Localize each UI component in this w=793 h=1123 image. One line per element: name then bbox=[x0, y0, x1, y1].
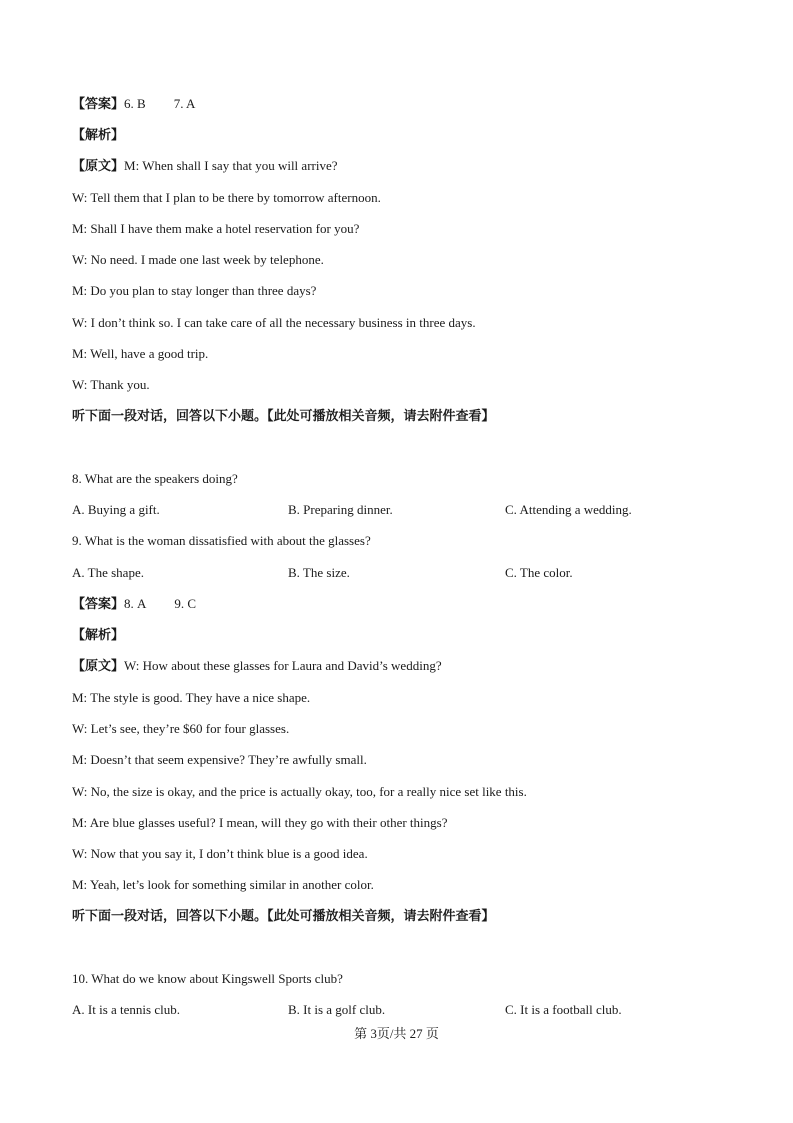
answer-line-8-9 bbox=[72, 596, 196, 612]
answer-6: 6. B bbox=[124, 96, 146, 111]
transcript-line: M: The style is good. They have a nice shape. bbox=[72, 690, 311, 705]
question-10: 10. What do we know about Kingswell Sports club? bbox=[72, 971, 343, 986]
transcript-line: W: Now that you say it, I don’t think blue is a good idea. bbox=[72, 846, 368, 861]
transcript-line: W: Thank you. bbox=[72, 377, 150, 392]
q10-option-c: C. It is a football club. bbox=[505, 1002, 622, 1017]
transcript-line: M: Shall I have them make a hotel reservation for you? bbox=[72, 221, 360, 236]
answer-7: 7. A bbox=[173, 96, 196, 111]
listening-instruction: 听下面一段对话，回答以下小题。【此处可播放相关音频，请去附件查看】 bbox=[72, 408, 495, 423]
transcript-line: W: Let’s see, they’re $60 for four glasses. bbox=[72, 721, 290, 736]
transcript-line: W: Tell them that I plan to be there by tomorrow afternoon. bbox=[72, 190, 381, 205]
transcript-line: W: No need. I made one last week by telephone. bbox=[72, 252, 324, 267]
transcript-line: W: No, the size is okay, and the price is actually okay, too, for a really nice set like this. bbox=[72, 784, 527, 799]
q8-option-b: B. Preparing dinner. bbox=[288, 502, 393, 517]
question-9: 9. What is the woman dissatisfied with about the glasses? bbox=[72, 533, 371, 548]
answer-8: 8. A bbox=[124, 596, 147, 611]
q10-option-a: A. It is a tennis club. bbox=[72, 1002, 180, 1017]
transcript-text: W: How about these glasses for Laura and David’s wedding? bbox=[124, 658, 442, 673]
transcript-line: M: Do you plan to stay longer than three days? bbox=[72, 283, 317, 298]
transcript-tag: 【原文】 bbox=[72, 658, 125, 673]
transcript-text: M: When shall I say that you will arrive? bbox=[124, 158, 338, 173]
q10-option-b: B. It is a golf club. bbox=[288, 1002, 386, 1017]
transcript-line: M: Doesn’t that seem expensive? They’re awfully small. bbox=[72, 752, 367, 767]
transcript-line: W: I don’t think so. I can take care of all the necessary business in three days. bbox=[72, 315, 476, 330]
page-number-footer: 第 3页/共 27 页 bbox=[354, 1026, 439, 1041]
transcript-line: M: Are blue glasses useful? I mean, will they go with their other things? bbox=[72, 815, 448, 830]
q9-option-c: C. The color. bbox=[505, 565, 573, 580]
transcript-first-line bbox=[72, 658, 442, 674]
transcript-first-line bbox=[72, 158, 338, 174]
transcript-line: M: Well, have a good trip. bbox=[72, 346, 209, 361]
q8-option-c: C. Attending a wedding. bbox=[505, 502, 632, 517]
answer-line-6-7 bbox=[72, 96, 195, 112]
q9-option-a: A. The shape. bbox=[72, 565, 144, 580]
transcript-tag: 【原文】 bbox=[72, 158, 125, 173]
listening-instruction: 听下面一段对话，回答以下小题。【此处可播放相关音频，请去附件查看】 bbox=[72, 908, 495, 923]
transcript-line: M: Yeah, let’s look for something similar in another color. bbox=[72, 877, 374, 892]
answer-9: 9. C bbox=[174, 596, 197, 611]
answer-tag: 【答案】 bbox=[72, 596, 125, 611]
analysis-heading: 【解析】 bbox=[72, 127, 125, 142]
analysis-heading: 【解析】 bbox=[72, 627, 125, 642]
q8-option-a: A. Buying a gift. bbox=[72, 502, 160, 517]
question-8: 8. What are the speakers doing? bbox=[72, 471, 238, 486]
q9-option-b: B. The size. bbox=[288, 565, 350, 580]
answer-tag: 【答案】 bbox=[72, 96, 125, 111]
